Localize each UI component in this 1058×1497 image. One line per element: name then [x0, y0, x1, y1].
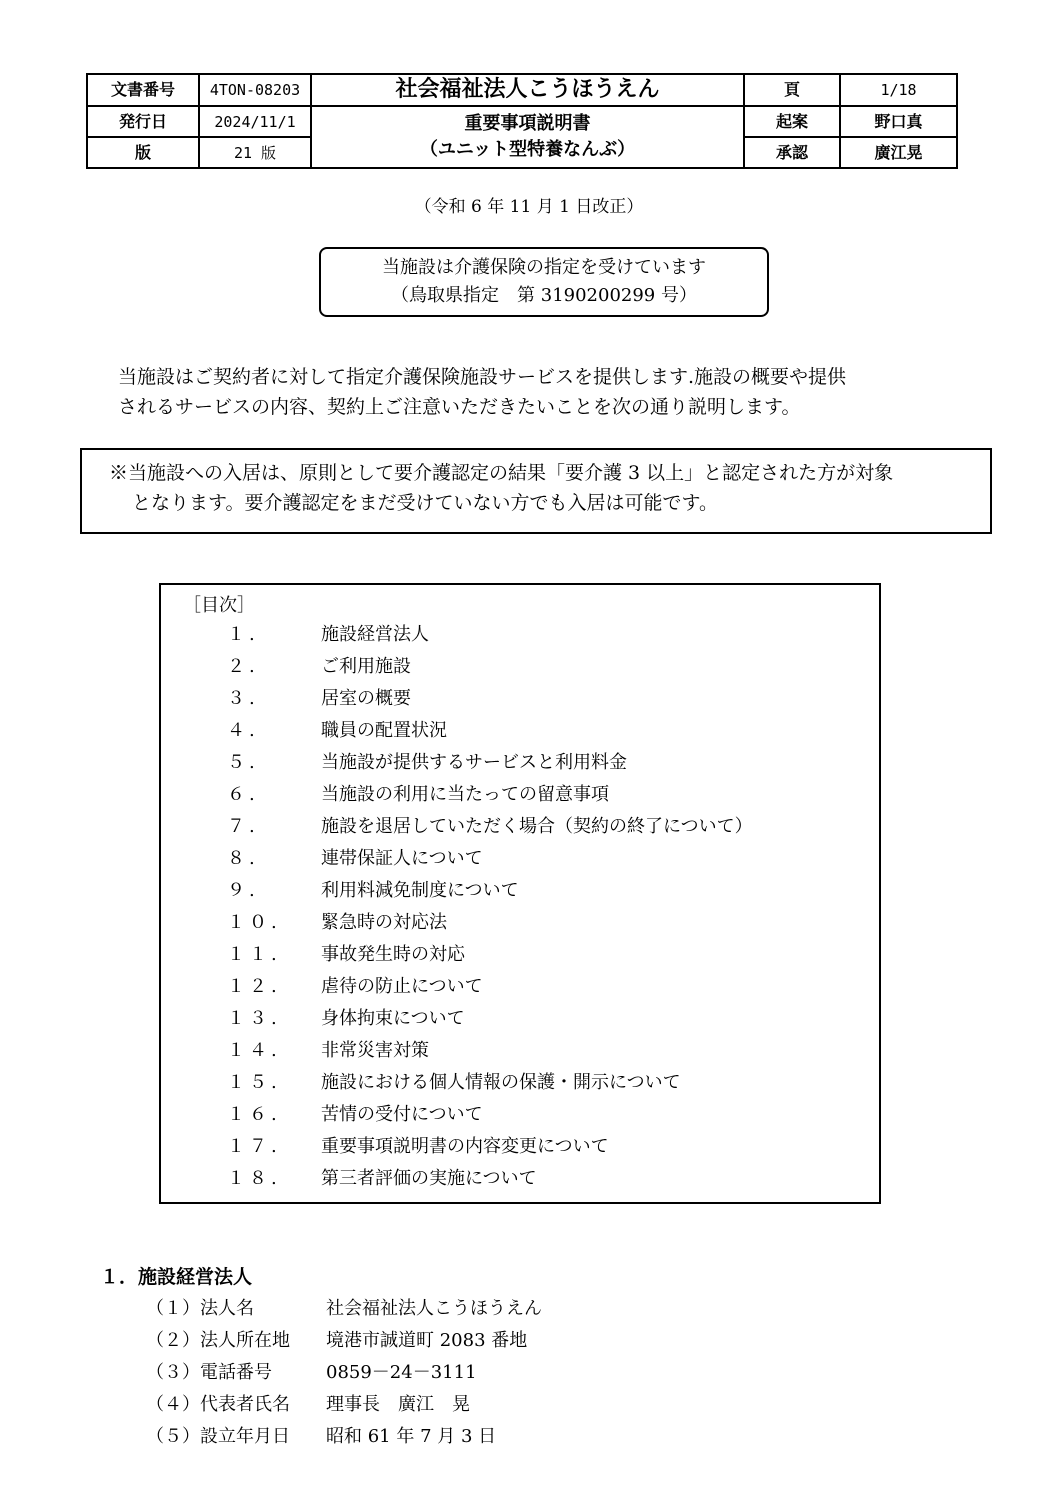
toc-item-label: 利用料減免制度について — [321, 880, 519, 901]
toc-item — [161, 936, 877, 968]
toc-item-label: 身体拘束について — [321, 1008, 465, 1029]
toc-item-label: 施設を退居していただく場合（契約の終了について） — [321, 816, 753, 837]
corporation-info-key: （１）法人名 — [146, 1298, 254, 1319]
toc-item-label: 居室の概要 — [321, 688, 411, 709]
toc-item-number: ３. — [227, 688, 259, 709]
toc-item-label: 事故発生時の対応 — [321, 944, 465, 965]
toc-item — [161, 1160, 877, 1192]
intro-line1: 当施設はご契約者に対して指定介護保険施設サービスを提供します.施設の概要や提供 — [118, 366, 847, 388]
toc-item-number: １４. — [227, 1040, 281, 1061]
toc-item-label: 施設における個人情報の保護・開示について — [321, 1072, 681, 1093]
intro-line2: されるサービスの内容、契約上ご注意いただきたいことを次の通り説明します。 — [118, 396, 801, 418]
toc-item-number: １１. — [227, 944, 281, 965]
toc-item — [161, 840, 877, 872]
toc-item-number: ２. — [227, 656, 259, 677]
revision-date: （令和 6 年 11 月 1 日改正） — [414, 197, 644, 217]
toc-item-label: 当施設が提供するサービスと利用料金 — [321, 752, 627, 773]
toc-item-number: ８. — [227, 848, 259, 869]
corporation-info-value: 境港市誠道町 2083 番地 — [326, 1330, 528, 1351]
document-title-line1: 重要事項説明書 — [464, 113, 591, 134]
toc-item-label: 緊急時の対応法 — [321, 912, 447, 933]
doc-number-label: 文書番号 — [87, 74, 199, 106]
intro-paragraph — [118, 362, 958, 422]
toc-item-number: １０. — [227, 912, 281, 933]
toc-item — [161, 744, 877, 776]
toc-item — [161, 712, 877, 744]
document-title-line2: （ユニット型特養なんぶ） — [419, 139, 636, 160]
corporation-info-value: 0859－24－3111 — [326, 1362, 477, 1383]
page-label: 頁 — [744, 74, 840, 106]
issue-date-label: 発行日 — [87, 106, 199, 137]
toc-item — [161, 1064, 877, 1096]
document-title — [311, 106, 744, 168]
approve-label: 承認 — [744, 137, 840, 168]
toc-item — [161, 616, 877, 648]
toc-item-number: １３. — [227, 1008, 281, 1029]
designation-line2: （鳥取県指定 第 3190200299 号） — [391, 285, 697, 306]
document-header-table — [86, 73, 958, 169]
approve-name: 廣江晃 — [840, 137, 957, 168]
toc-item-number: ６. — [227, 784, 259, 805]
toc-item-number: １５. — [227, 1072, 281, 1093]
toc-item-label: 施設経営法人 — [321, 624, 429, 645]
toc-item — [161, 680, 877, 712]
corporation-info-value: 社会福祉法人こうほうえん — [326, 1298, 542, 1319]
toc-item-number: １７. — [227, 1136, 281, 1157]
toc-item — [161, 648, 877, 680]
toc-item-label: 第三者評価の実施について — [321, 1168, 537, 1189]
toc-item — [161, 872, 877, 904]
corporation-info-row — [0, 1326, 1058, 1358]
notice-line1: ※当施設への入居は、原則として要介護認定の結果「要介護 3 以上」と認定された方が対象 — [109, 462, 894, 484]
toc-item-label: 連帯保証人について — [321, 848, 483, 869]
toc-item — [161, 1000, 877, 1032]
designation-box — [319, 247, 769, 317]
toc-item-label: 虐待の防止について — [321, 976, 483, 997]
toc-item-number: １. — [227, 624, 259, 645]
draft-name: 野口真 — [840, 106, 957, 137]
corporation-info-value: 理事長 廣江 晃 — [326, 1394, 470, 1415]
toc-item-label: 苦情の受付について — [321, 1104, 483, 1125]
toc-item-number: ９. — [227, 880, 259, 901]
designation-line1: 当施設は介護保険の指定を受けています — [382, 257, 706, 278]
edition-label: 版 — [87, 137, 199, 168]
toc-item — [161, 808, 877, 840]
corporation-info-row — [0, 1422, 1058, 1454]
toc-item-number: ７. — [227, 816, 259, 837]
toc-item-label: 非常災害対策 — [321, 1040, 429, 1061]
toc-item — [161, 904, 877, 936]
notice-line2: となります。要介護認定をまだ受けていない方でも入居は可能です。 — [132, 492, 718, 514]
corporation-info-key: （２）法人所在地 — [146, 1330, 290, 1351]
toc-item-number: １８. — [227, 1168, 281, 1189]
toc-heading: ［目次］ — [183, 595, 255, 616]
corporation-info-key: （４）代表者氏名 — [146, 1394, 290, 1415]
toc-item-number: １６. — [227, 1104, 281, 1125]
organization-title: 社会福祉法人こうほうえん — [311, 74, 744, 106]
corporation-info-row — [0, 1358, 1058, 1390]
toc-item-label: ご利用施設 — [321, 656, 411, 677]
page-value: 1/18 — [840, 74, 957, 106]
toc-item-label: 当施設の利用に当たっての留意事項 — [321, 784, 609, 805]
corporation-info-row — [0, 1390, 1058, 1422]
toc-item-number: ５. — [227, 752, 259, 773]
toc-item — [161, 1128, 877, 1160]
toc-item — [161, 1096, 877, 1128]
section1-title: １．施設経営法人 — [100, 1266, 253, 1288]
corporation-info-key: （５）設立年月日 — [146, 1426, 290, 1447]
toc-item-number: ４. — [227, 720, 259, 741]
draft-label: 起案 — [744, 106, 840, 137]
toc-item — [161, 1032, 877, 1064]
doc-number-value: 4TON-08203 — [199, 74, 311, 106]
corporation-info-row — [0, 1294, 1058, 1326]
edition-value: 21 版 — [199, 137, 311, 168]
toc-item — [161, 968, 877, 1000]
corporation-info-value: 昭和 61 年 7 月 3 日 — [326, 1426, 497, 1447]
issue-date-value: 2024/11/1 — [199, 106, 311, 137]
corporation-info-key: （３）電話番号 — [146, 1362, 272, 1383]
table-of-contents — [159, 583, 881, 1204]
toc-item — [161, 776, 877, 808]
toc-item-number: １２. — [227, 976, 281, 997]
toc-item-label: 重要事項説明書の内容変更について — [321, 1136, 609, 1157]
toc-item-label: 職員の配置状況 — [321, 720, 447, 741]
eligibility-notice-box — [80, 448, 992, 534]
